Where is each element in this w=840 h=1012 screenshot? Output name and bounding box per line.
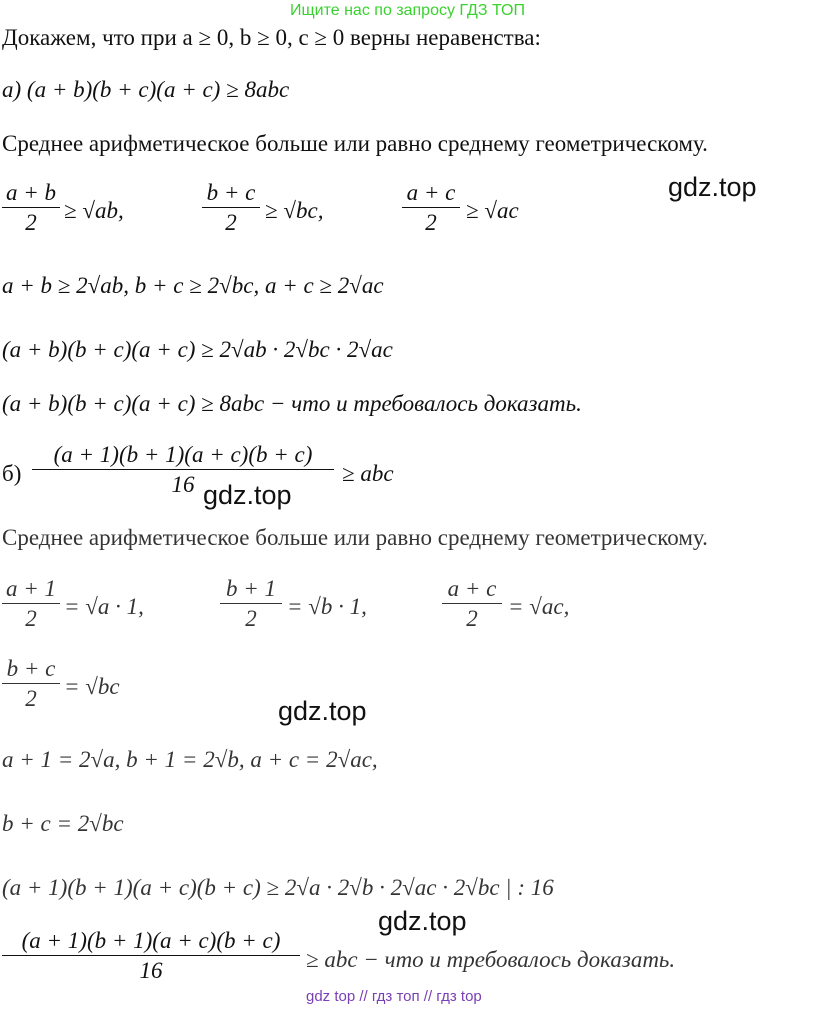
part-b-frac-3 xyxy=(442,576,502,632)
part-a-line-2: a + b ≥ 2√ab, b + c ≥ 2√bc, a + c ≥ 2√ac xyxy=(2,273,384,298)
frac-numerator: a + c xyxy=(406,180,456,205)
part-a-am-gm-text: Среднее арифметическое больше или равно среднему геометрическому. xyxy=(2,131,708,156)
part-a-frac-1-rhs: ≥ √ab, xyxy=(64,198,124,223)
part-b-line-3: b + c = 2√bc xyxy=(2,811,124,836)
part-b-am-gm-text: Среднее арифметическое больше или равно среднему геометрическому. xyxy=(2,525,708,550)
part-a-frac-2-rhs: ≥ √bc, xyxy=(265,198,324,223)
part-a-line-4: (a + b)(b + c)(a + c) ≥ 8abc − что и требовалось доказать. xyxy=(2,391,582,416)
part-b-line-2: a + 1 = 2√a, b + 1 = 2√b, a + c = 2√ac, xyxy=(2,747,378,772)
frac-numerator: (a + 1)(b + 1)(a + c)(b + c) xyxy=(53,442,313,467)
part-b-label: б) xyxy=(2,461,22,486)
frac-numerator: b + c xyxy=(206,180,256,205)
part-b-frac-2-rhs: = √b · 1, xyxy=(287,594,367,619)
frac-denominator: 2 xyxy=(245,606,257,631)
frac-denominator: 2 xyxy=(225,210,237,235)
watermark: gdz.top xyxy=(378,906,467,936)
watermark: gdz.top xyxy=(203,480,292,510)
part-b-final-fraction xyxy=(2,928,300,984)
part-b-frac-1-rhs: = √a · 1, xyxy=(64,594,144,619)
frac-numerator: b + c xyxy=(6,656,56,681)
part-a-line-3: (a + b)(b + c)(a + c) ≥ 2√ab · 2√bc · 2√ac xyxy=(2,337,393,362)
frac-denominator: 16 xyxy=(171,472,195,497)
frac-numerator: b + 1 xyxy=(225,576,277,601)
part-a-frac-2 xyxy=(202,180,260,236)
part-b-rhs: ≥ abc xyxy=(342,461,394,486)
intro-text: Докажем, что при a ≥ 0, b ≥ 0, c ≥ 0 верны неравенства: xyxy=(2,25,541,50)
top-banner: Ищите нас по запросу ГДЗ ТОП xyxy=(290,2,525,19)
part-a-statement: а) (a + b)(b + c)(a + c) ≥ 8abc xyxy=(2,77,290,102)
frac-numerator: (a + 1)(b + 1)(a + c)(b + c) xyxy=(21,928,281,953)
part-b-frac-2 xyxy=(220,576,282,632)
watermark: gdz.top xyxy=(278,696,367,726)
part-b-frac-4-rhs: = √bc xyxy=(64,674,120,699)
part-b-line-4: (a + 1)(b + 1)(a + c)(b + c) ≥ 2√a · 2√b · 2√ac · 2√bc | : 16 xyxy=(2,875,554,900)
frac-denominator: 2 xyxy=(25,686,37,711)
frac-numerator: a + c xyxy=(447,576,497,601)
frac-denominator: 16 xyxy=(139,958,163,983)
part-b-frac-4 xyxy=(2,656,60,712)
frac-numerator: a + 1 xyxy=(5,576,57,601)
part-a-frac-3-rhs: ≥ √ac xyxy=(466,198,519,223)
part-b-frac-3-rhs: = √ac, xyxy=(508,594,570,619)
footer-links[interactable]: gdz top // гдз топ // гдз top xyxy=(306,988,482,1005)
part-a-frac-1 xyxy=(2,180,60,236)
frac-denominator: 2 xyxy=(25,606,37,631)
part-b-final-rhs: ≥ abc − что и требовалось доказать. xyxy=(306,947,676,972)
frac-denominator: 2 xyxy=(25,210,37,235)
part-a-frac-3 xyxy=(402,180,460,236)
frac-denominator: 2 xyxy=(466,606,478,631)
frac-denominator: 2 xyxy=(425,210,437,235)
watermark: gdz.top xyxy=(668,172,757,202)
frac-numerator: a + b xyxy=(5,180,57,205)
part-b-frac-1 xyxy=(2,576,60,632)
